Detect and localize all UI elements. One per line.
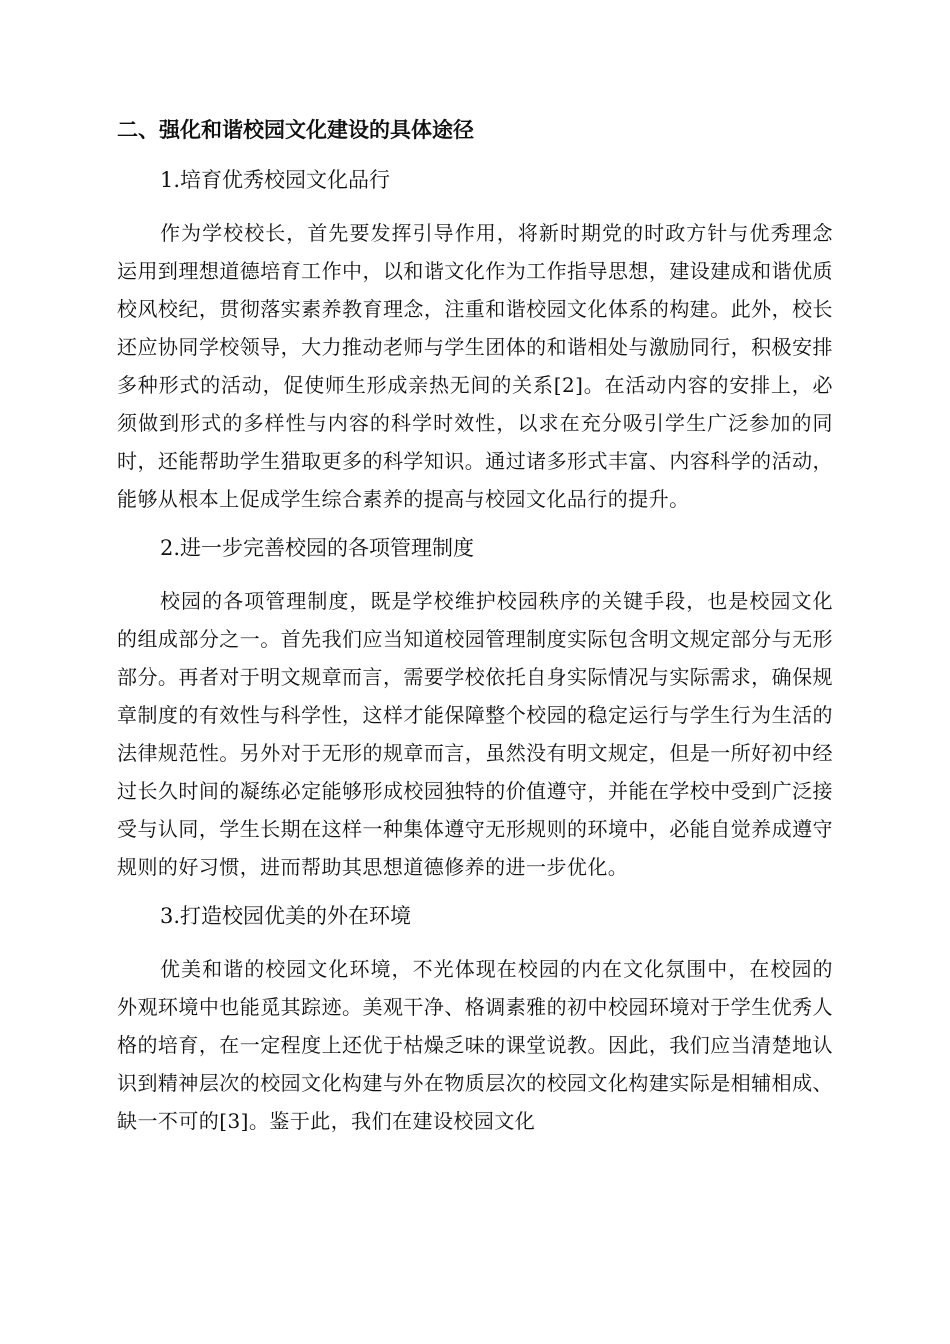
subsection-heading-3: 3.打造校园优美的外在环境	[160, 904, 412, 928]
document-page	[117, 112, 833, 1152]
subsection-paragraph-3: 优美和谐的校园文化环境，不光体现在校园的内在文化氛围中，在校园的外观环境中也能觅其踪迹。美观干净、格调素雅的初中校园环境对于学生优秀人格的培育，在一定程度上还优于枯燥乏味的课堂说教。因此，我们应当清楚地认识到精神层次的校园文化构建与外在物质层次的校园文化构建实际是相辅相成、缺一不可的[3]。鉴于此，我们在建设校园文化	[117, 957, 833, 1133]
section-heading: 二、强化和谐校园文化建设的具体途径	[117, 118, 474, 142]
subsection-paragraph-2: 校园的各项管理制度，既是学校维护校园秩序的关键手段，也是校园文化的组成部分之一。首先我们应当知道校园管理制度实际包含明文规定部分与无形部分。再者对于明文规章而言，需要学校依托自身实际情况与实际需求，确保规章制度的有效性与科学性，这样才能保障整个校园的稳定运行与学生行为生活的法律规范性。另外对于无形的规章而言，虽然没有明文规定，但是一所好初中经过长久时间的凝练必定能够形成校园独特的价值遵守，并能在学校中受到广泛接受与认同，学生长期在这样一种集体遵守无形规则的环境中，必能自觉养成遵守规则的好习惯，进而帮助其思想道德修养的进一步优化。	[117, 589, 833, 879]
subsection-paragraph-1: 作为学校校长，首先要发挥引导作用，将新时期党的时政方针与优秀理念运用到理想道德培育工作中，以和谐文化作为工作指导思想，建设建成和谐优质校风校纪，贯彻落实素养教育理念，注重和谐校园文化体系的构建。此外，校长还应协同学校领导，大力推动老师与学生团体的和谐相处与激励同行，积极安排多种形式的活动，促使师生形成亲热无间的关系[2]。在活动内容的安排上，必须做到形式的多样性与内容的科学时效性，以求在充分吸引学生广泛参加的同时，还能帮助学生猎取更多的科学知识。通过诸多形式丰富、内容科学的活动，能够从根本上促成学生综合素养的提高与校园文化品行的提升。	[117, 221, 833, 511]
subsection-heading-1: 1.培育优秀校园文化品行	[160, 168, 391, 192]
subsection-heading-2: 2.进一步完善校园的各项管理制度	[160, 536, 475, 560]
